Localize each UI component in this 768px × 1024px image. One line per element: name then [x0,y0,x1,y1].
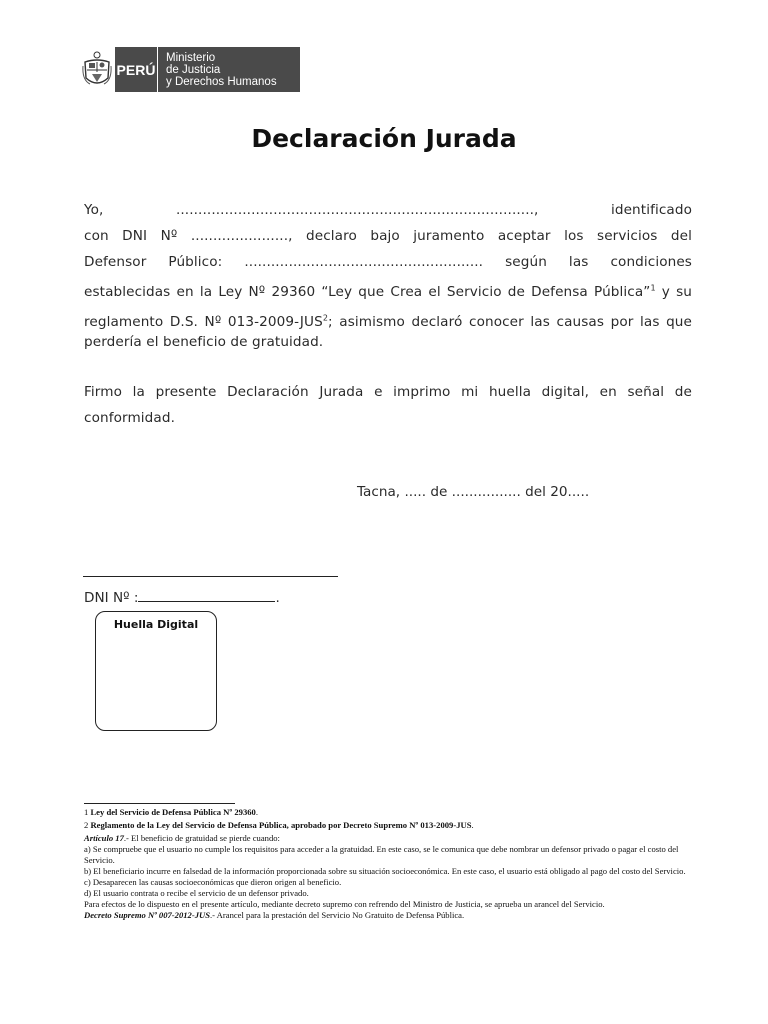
footnote-2 [84,820,704,831]
footnote-text: Ley del Servicio de Defensa Pública Nº 29360 [90,807,256,817]
article-item-d: d) El usuario contrata o recibe el servicio de un defensor privado. [84,888,309,898]
decree-text: .- Arancel para la prestación del Servicio No Gratuito de Defensa Pública. [210,910,465,920]
paragraph-line: perdería el beneficio de gratuidad. [84,334,324,350]
law-reference: establecidas en la Ley Nº 29360 “Ley que Crea el Servicio de Defensa Pública” [84,284,651,300]
ministry-line: y Derechos Humanos [166,75,277,88]
footnote-1 [84,807,704,818]
document-title: Declaración Jurada [251,124,517,153]
signature-paragraph [84,379,692,405]
ministry-line: de Justicia [166,63,221,76]
dni-end: . [275,590,280,606]
country-label: PERÚ [115,47,158,92]
article-closing: Para efectos de lo dispuesto en el presente artículo, mediante decreto supremo con refrendo del Ministro de Justicia, se aprueba un arancel del Servicio. [84,899,605,909]
dni-label: DNI Nº : [84,590,139,606]
regulation-reference: reglamento D.S. Nº 013-2009-JUS [84,314,323,330]
footnote-number: 1 [84,807,91,817]
signature-line [83,576,338,577]
ministry-line: Ministerio [166,51,216,64]
dni-blank [138,587,275,602]
paragraph-last-line [84,329,692,355]
footnote-end: . [471,820,474,830]
coat-of-arms-icon [79,47,115,92]
footnote-marker: 1 [650,283,656,293]
footnote-marker: 2 [322,313,329,323]
fingerprint-box [95,611,217,731]
paragraph-last-line [84,405,692,431]
footnote-end: . [255,807,258,817]
article-label: Artículo 17 [84,833,124,843]
article-item-a: a) Se compruebe que el usuario no cumple los requisitos para acceder a la gratuidad. En este caso, se le comunica que debe nombrar un defensor privado o pagar el costo del Servicio. [84,844,679,865]
footnote-text: Reglamento de la Ley del Servicio de Defensa Pública, aprobado por Decreto Supremo Nº 013-2009-JUS [90,820,472,830]
footnotes [84,807,704,921]
decree-note [84,910,704,921]
line-end: ; asimismo declaró conocer las causas por las que [328,314,692,330]
article-text: .- El beneficio de gratuidad se pierde cuando: [123,833,280,843]
fingerprint-label: Huella Digital [113,618,199,631]
ministry-name [158,47,300,92]
footnote-separator [84,803,235,804]
ministry-logo [79,47,300,92]
paragraph-line: con DNI Nº ......................, declaro bajo juramento aceptar los servicios del [84,228,692,244]
declaration-paragraph [84,197,692,335]
dni-field [84,587,280,606]
line-end: y su [655,284,692,300]
paragraph-line: conformidad. [84,410,175,426]
article-item-c: c) Desaparecen las causas socioeconómicas que dieron origen al beneficio. [84,877,342,887]
footnote-number: 2 [84,820,91,830]
paragraph-line [84,279,692,305]
decree-label: Decreto Supremo Nº 007-2012-JUS [84,910,210,920]
paragraph-line: Defensor Público: ...................................................... según las condiciones [84,254,692,270]
paragraph-line: Yo, ................................................................................., identificado [84,202,692,218]
paragraph-line: Firmo la presente Declaración Jurada e imprimo mi huella digital, en señal de [84,384,692,400]
article-item-b: b) El beneficiario incurre en falsedad de la información proporcionada sobre su situación socioeconómica. En este caso, el usuario está obligado al pago del costo del Servicio. [84,866,686,876]
place-date: Tacna, ..... de ................ del 20..... [357,484,590,500]
article-heading [84,833,704,844]
